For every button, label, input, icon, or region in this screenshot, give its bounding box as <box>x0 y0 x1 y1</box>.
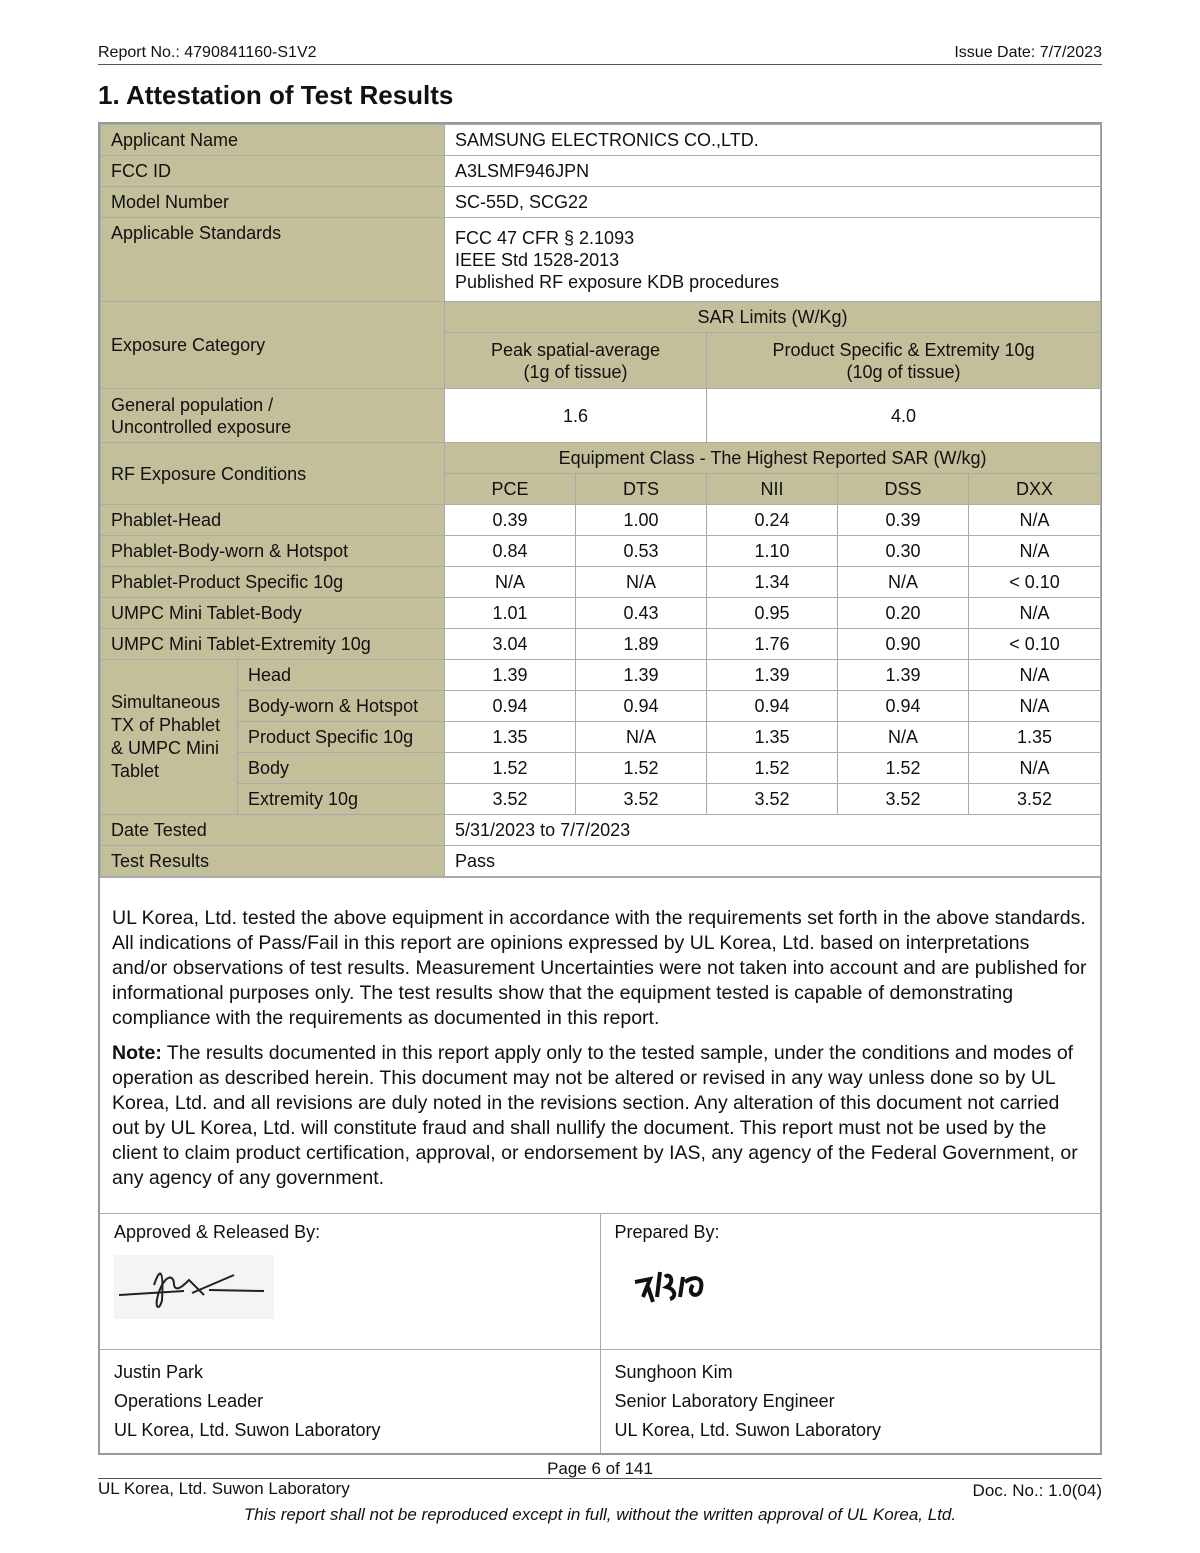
equipment-class-header <box>101 443 1101 474</box>
approver-name: Justin Park <box>114 1362 204 1382</box>
approver-signature <box>114 1243 586 1341</box>
sar-row-label: UMPC Mini Tablet-Extremity 10g <box>101 629 445 660</box>
sar-value: 0.20 <box>838 598 969 629</box>
sar-value: 0.24 <box>707 505 838 536</box>
sar-value: 0.94 <box>445 691 576 722</box>
sar-value: 1.01 <box>445 598 576 629</box>
limit-1g: 1.6 <box>445 389 707 443</box>
class-header-pce: PCE <box>445 474 576 505</box>
sar-value: 1.35 <box>707 722 838 753</box>
sar-value: 0.84 <box>445 536 576 567</box>
class-header-dts: DTS <box>576 474 707 505</box>
sar-limits-header: SAR Limits (W/Kg) <box>445 302 1101 333</box>
footer-lab: UL Korea, Ltd. Suwon Laboratory <box>98 1479 350 1498</box>
info-label: Applicant Name <box>101 125 445 156</box>
standards-label: Applicable Standards <box>101 218 445 302</box>
limit-10g: 4.0 <box>707 389 1101 443</box>
cell-line: FCC 47 CFR § 2.1093 <box>455 227 635 248</box>
sar-value: 1.89 <box>576 629 707 660</box>
preparer-details <box>601 1350 1101 1453</box>
sar-value: 1.00 <box>576 505 707 536</box>
sar-value: 1.52 <box>576 753 707 784</box>
cell-line: IEEE Std 1528-2013 <box>455 249 620 270</box>
sar-value: 3.52 <box>838 784 969 815</box>
sar-row-label: Phablet-Body-worn & Hotspot <box>101 536 445 567</box>
sar-value: 1.39 <box>576 660 707 691</box>
class-header-dxx: DXX <box>969 474 1101 505</box>
signatory-details <box>100 1349 1100 1453</box>
general-population-label <box>101 389 445 443</box>
approver-role: Operations Leader <box>114 1391 264 1411</box>
sar-value: 3.52 <box>445 784 576 815</box>
simultaneous-sub-label: Body <box>238 753 445 784</box>
approver-details <box>100 1350 601 1453</box>
info-row <box>101 156 1101 187</box>
page-number: Page 6 of 141 <box>547 1459 653 1478</box>
sar-value: 1.10 <box>707 536 838 567</box>
page-footer <box>98 1478 1102 1499</box>
simultaneous-row <box>101 784 1101 815</box>
sar-value: 1.76 <box>707 629 838 660</box>
sar-value: 1.39 <box>838 660 969 691</box>
attestation-frame <box>98 122 1102 1455</box>
exposure-category-label: Exposure Category <box>101 302 445 389</box>
signature-section <box>100 1213 1100 1349</box>
sar-row <box>101 629 1101 660</box>
sar-value: 3.52 <box>969 784 1101 815</box>
sar-value: 1.39 <box>707 660 838 691</box>
sar-value: N/A <box>445 567 576 598</box>
simultaneous-sub-label: Extremity 10g <box>238 784 445 815</box>
sar-value: 0.53 <box>576 536 707 567</box>
sar-row <box>101 536 1101 567</box>
sar-row-label: Phablet-Product Specific 10g <box>101 567 445 598</box>
simultaneous-row <box>101 660 1101 691</box>
sar-value: 1.52 <box>445 753 576 784</box>
page-header <box>98 44 1102 65</box>
sar-value: N/A <box>576 567 707 598</box>
issue-date: Issue Date: 7/7/2023 <box>954 44 1102 61</box>
rf-conditions-label: RF Exposure Conditions <box>101 443 445 505</box>
extremity-10g-header <box>707 333 1101 389</box>
sar-value: N/A <box>838 722 969 753</box>
sar-value: 0.39 <box>838 505 969 536</box>
sar-value: 1.52 <box>838 753 969 784</box>
sar-value: N/A <box>838 567 969 598</box>
standards-value <box>445 218 1101 302</box>
sar-value: 0.90 <box>838 629 969 660</box>
info-value: SAMSUNG ELECTRONICS CO.,LTD. <box>445 125 1101 156</box>
cell-line: Peak spatial-average <box>490 339 661 360</box>
note-paragraph <box>112 1041 1088 1191</box>
class-header-dss: DSS <box>838 474 969 505</box>
cell-line: General population / <box>111 394 274 415</box>
test-results-value: Pass <box>445 846 1101 877</box>
approver-org: UL Korea, Ltd. Suwon Laboratory <box>114 1420 381 1440</box>
sar-value: 1.34 <box>707 567 838 598</box>
class-header-nii: NII <box>707 474 838 505</box>
cell-line: Uncontrolled exposure <box>111 416 292 437</box>
cell-line: (10g of tissue) <box>846 361 961 382</box>
date-tested-label: Date Tested <box>101 815 445 846</box>
preparer-role: Senior Laboratory Engineer <box>614 1391 835 1411</box>
approved-label: Approved & Released By: <box>114 1222 321 1242</box>
sar-value: 0.43 <box>576 598 707 629</box>
cell-line: Published RF exposure KDB procedures <box>455 271 780 292</box>
preparer-signature <box>615 1243 1087 1341</box>
sar-value: 0.95 <box>707 598 838 629</box>
equipment-class-header: Equipment Class - The Highest Reported SAR (W/kg) <box>445 443 1101 474</box>
sar-value: N/A <box>969 505 1101 536</box>
prepared-by <box>601 1214 1101 1349</box>
sar-value: N/A <box>576 722 707 753</box>
sar-value: 0.30 <box>838 536 969 567</box>
standards-row <box>101 218 1101 302</box>
general-population-row <box>101 389 1101 443</box>
sar-value: N/A <box>969 598 1101 629</box>
date-tested-row <box>101 815 1101 846</box>
attestation-table <box>100 124 1101 877</box>
simultaneous-sub-label: Head <box>238 660 445 691</box>
sar-value: 0.39 <box>445 505 576 536</box>
sar-row <box>101 567 1101 598</box>
sar-value: 0.94 <box>707 691 838 722</box>
peak-1g-header <box>445 333 707 389</box>
sar-row <box>101 598 1101 629</box>
info-label: Model Number <box>101 187 445 218</box>
sar-row-label: Phablet-Head <box>101 505 445 536</box>
sar-value: 0.94 <box>576 691 707 722</box>
test-results-row <box>101 846 1101 877</box>
cell-line: (1g of tissue) <box>523 361 628 382</box>
simultaneous-row <box>101 753 1101 784</box>
test-results-label: Test Results <box>101 846 445 877</box>
sar-value: 1.35 <box>969 722 1101 753</box>
note-label: Note: <box>112 1042 162 1064</box>
info-row <box>101 125 1101 156</box>
sar-value: 3.52 <box>707 784 838 815</box>
sar-limits-header <box>101 302 1101 333</box>
sar-value: N/A <box>969 660 1101 691</box>
info-value: A3LSMF946JPN <box>445 156 1101 187</box>
doc-number: Doc. No.: 1.0(04) <box>972 1481 1102 1500</box>
sar-row-label: UMPC Mini Tablet-Body <box>101 598 445 629</box>
preparer-name: Sunghoon Kim <box>614 1362 733 1382</box>
statement-block <box>100 877 1100 1213</box>
prepared-label: Prepared By: <box>614 1222 720 1242</box>
sar-value: < 0.10 <box>969 567 1101 598</box>
sar-value: 1.39 <box>445 660 576 691</box>
simultaneous-sub-label: Product Specific 10g <box>238 722 445 753</box>
simultaneous-row <box>101 691 1101 722</box>
sar-value: 1.52 <box>707 753 838 784</box>
sar-value: < 0.10 <box>969 629 1101 660</box>
cell-line: Product Specific & Extremity 10g <box>772 339 1035 360</box>
sar-value: 3.04 <box>445 629 576 660</box>
approved-by <box>100 1214 601 1349</box>
sar-value: N/A <box>969 536 1101 567</box>
info-label: FCC ID <box>101 156 445 187</box>
section-title: 1. Attestation of Test Results <box>98 80 454 110</box>
footer-disclaimer: This report shall not be reproduced except in full, without the written approval of UL Korea, Ltd. <box>243 1505 957 1524</box>
note-text: The results documented in this report apply only to the tested sample, under the conditions and modes of operation as described herein. This document may not be altered or revised in any way unless done so by UL Korea, Ltd. and all revisions are duly noted in the revisions section. Any alteration of this document not carried out by UL Korea, Ltd. will constitute fraud and shall nullify the document. This report must not be used by the client to claim product certification, approval, or endorsement by IAS, any agency of the Federal Government, or any agency of any government. <box>112 1042 1078 1189</box>
simultaneous-row <box>101 722 1101 753</box>
sar-value: N/A <box>969 691 1101 722</box>
info-value: SC-55D, SCG22 <box>445 187 1101 218</box>
sar-value: 1.35 <box>445 722 576 753</box>
simultaneous-label: Simultaneous TX of Phablet & UMPC Mini Tablet <box>101 660 238 815</box>
sar-row <box>101 505 1101 536</box>
date-tested-value: 5/31/2023 to 7/7/2023 <box>445 815 1101 846</box>
sar-value: N/A <box>969 753 1101 784</box>
info-row <box>101 187 1101 218</box>
sar-value: 3.52 <box>576 784 707 815</box>
simultaneous-sub-label: Body-worn & Hotspot <box>238 691 445 722</box>
sar-value: 0.94 <box>838 691 969 722</box>
report-number: Report No.: 4790841160-S1V2 <box>98 44 317 61</box>
statement-text: UL Korea, Ltd. tested the above equipment in accordance with the requirements set forth in the above standards. All indications of Pass/Fail in this report are opinions expressed by UL Korea, Ltd. based on interpretations and/or observations of test results. Measurement Uncertainties were not taken into account and are published for informational purposes only. The test results show that the equipment tested is capable of demonstrating compliance with the requirements as documented in this report. <box>112 907 1087 1029</box>
preparer-org: UL Korea, Ltd. Suwon Laboratory <box>614 1420 881 1440</box>
